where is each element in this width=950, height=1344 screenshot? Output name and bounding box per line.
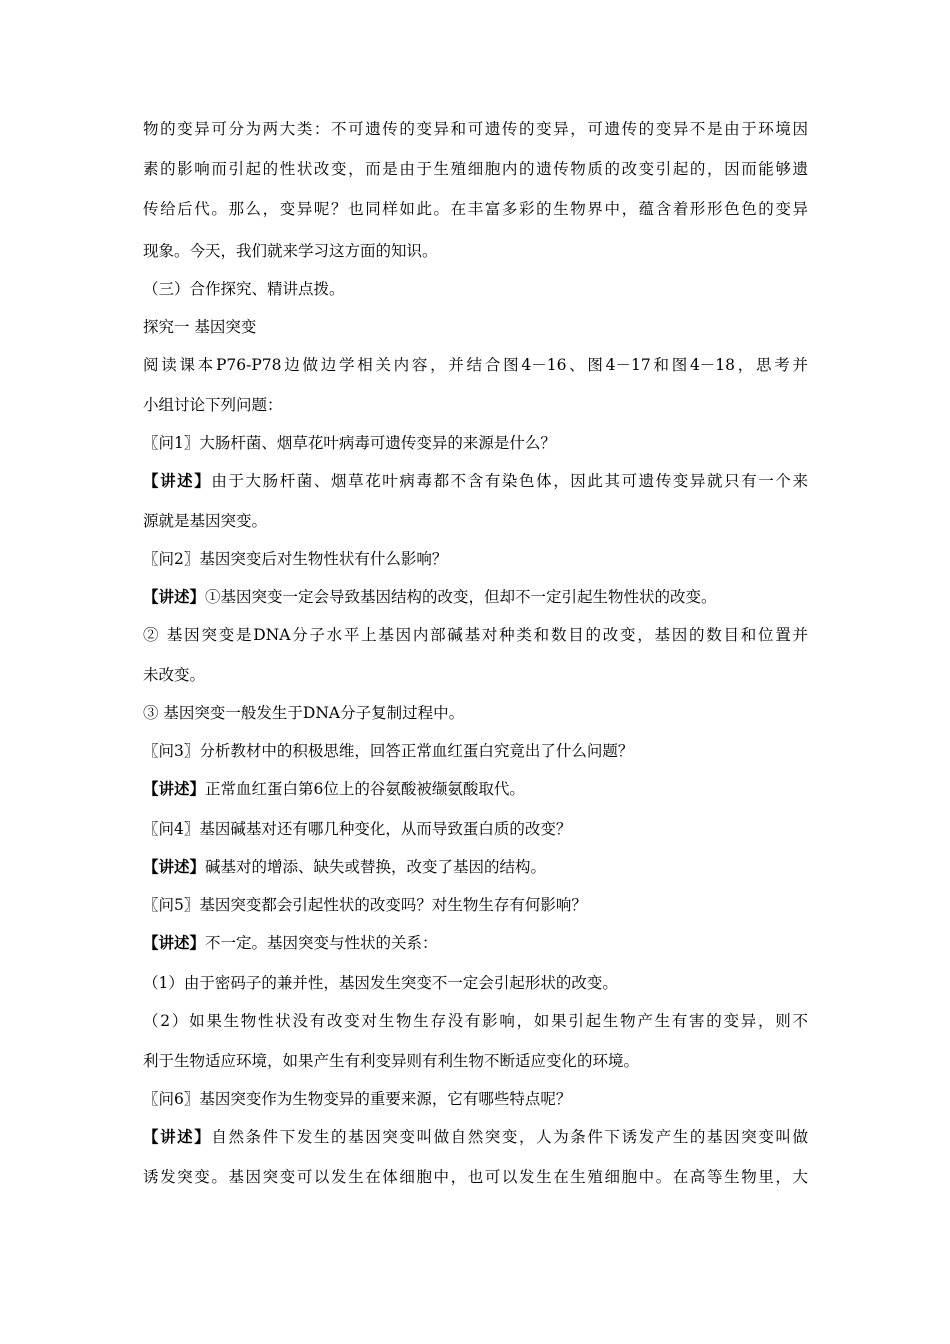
section-heading: （三）合作探究、精讲点拨。 [143, 280, 345, 298]
text-line: 现象。今天，我们就来学习这方面的知识。 [143, 242, 438, 260]
question-line: 〖问6〗基因突变作为生物变异的重要来源，它有哪些特点呢？ [143, 1090, 572, 1108]
text-line: 素的影响而引起的性状改变，而是由于生殖细胞内的遗传物质的改变引起的，因而能够遗 [143, 160, 808, 178]
text-line: 阅读课本P76-P78边做边学相关内容，并结合图4－16、图4－17和图4－18，思考并 [143, 356, 808, 374]
question-line: 〖问5〗基因突变都会引起性状的改变吗？对生物生存有何影响？ [143, 896, 587, 914]
answer-line: 【讲述】不一定。基因突变与性状的关系： [143, 933, 438, 952]
text-line: ③ 基因突变一般发生于DNA分子复制过程中。 [143, 704, 465, 722]
answer-label: 【讲述】 [143, 933, 206, 952]
answer-line: 【讲述】自然条件下发生的基因突变叫做自然突变，人为条件下诱发产生的基因突变叫做 [143, 1127, 808, 1146]
answer-line: 【讲述】碱基对的增添、缺失或替换，改变了基因的结构。 [143, 857, 547, 876]
answer-label: 【讲述】 [143, 779, 206, 798]
answer-label: 【讲述】 [143, 1127, 212, 1146]
question-line: 〖问4〗基因碱基对还有哪几种变化，从而导致蛋白质的改变？ [143, 820, 572, 838]
answer-line: 【讲述】正常血红蛋白第6位上的谷氨酸被缬氨酸取代。 [143, 779, 525, 798]
text-line: 未改变。 [143, 666, 206, 684]
text-line: （2）如果生物性状没有改变对生物生存没有影响，如果引起生物产生有害的变异，则不 [143, 1012, 808, 1030]
answer-line: 【讲述】由于大肠杆菌、烟草花叶病毒都不含有染色体，因此其可遗传变异就只有一个来 [143, 471, 808, 490]
question-line: 〖问1〗大肠杆菌、烟草花叶病毒可遗传变异的来源是什么？ [143, 434, 556, 452]
subsection-heading: 探究一 基因突变 [143, 318, 257, 336]
text-line: 利于生物适应环境，如果产生有利变异则有利生物不断适应变化的环境。 [143, 1052, 640, 1070]
text-line: 物的变异可分为两大类：不可遗传的变异和可遗传的变异，可遗传的变异不是由于环境因 [143, 120, 808, 138]
text-line: 小组讨论下列问题： [143, 396, 283, 414]
answer-label: 【讲述】 [143, 857, 206, 876]
text-line: ② 基因突变是DNA分子水平上基因内部碱基对种类和数目的改变，基因的数目和位置并 [143, 626, 808, 644]
text-line: 诱发突变。基因突变可以发生在体细胞中，也可以发生在生殖细胞中。在高等生物里，大 [143, 1168, 808, 1186]
answer-label: 【讲述】 [143, 587, 206, 606]
text-line: 源就是基因突变。 [143, 512, 268, 530]
question-line: 〖问2〗基因突变后对生物性状有什么影响？ [143, 550, 448, 568]
answer-line: 【讲述】①基因突变一定会导致基因结构的改变，但却不一定引起生物性状的改变。 [143, 587, 717, 606]
answer-label: 【讲述】 [143, 471, 212, 490]
text-line: （1）由于密码子的兼并性，基因发生突变不一定会引起形状的改变。 [143, 974, 618, 992]
text-line: 传给后代。那么，变异呢？也同样如此。在丰富多彩的生物界中，蕴含着形形色色的变异 [143, 200, 808, 218]
question-line: 〖问3〗分析教材中的积极思维，回答正常血红蛋白究竟出了什么问题？ [143, 742, 634, 760]
